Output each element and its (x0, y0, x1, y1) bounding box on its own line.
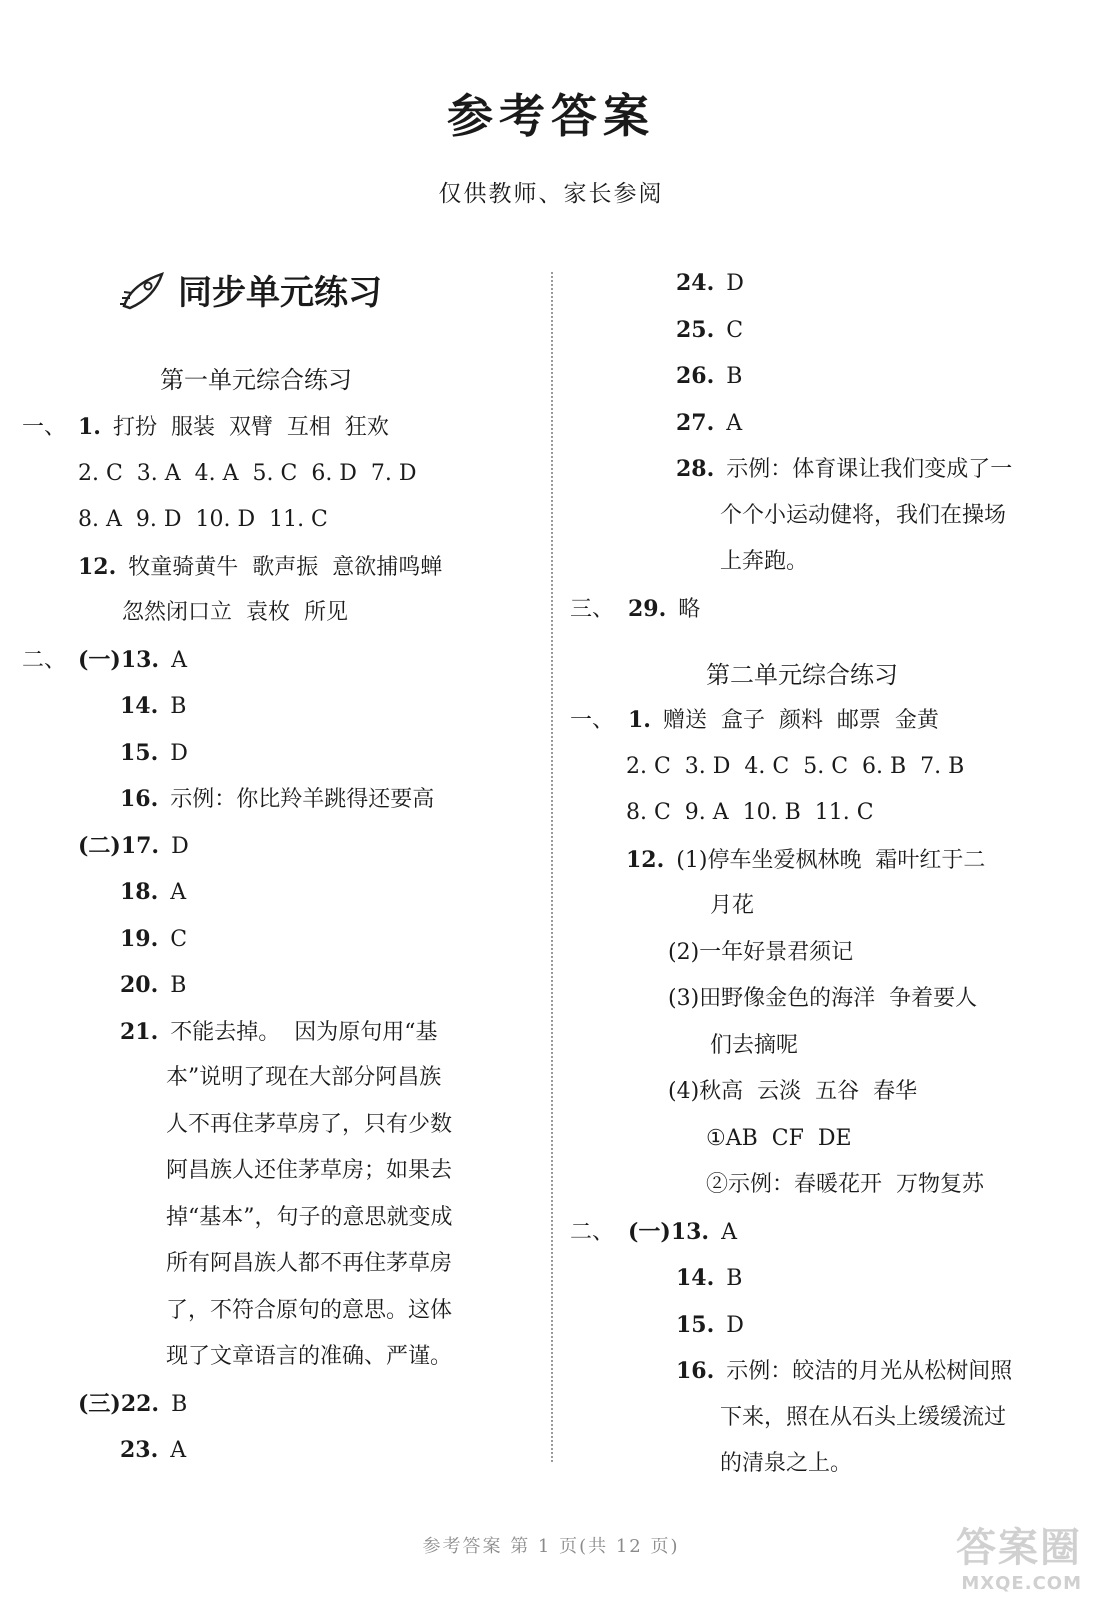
answer-row (120, 784, 434, 815)
answer-text: 上奔跑。 (720, 549, 809, 574)
question-number: 15. (676, 1311, 715, 1338)
answer-row (720, 1403, 1006, 1433)
answer-row (668, 1077, 917, 1107)
answer-text: 不能去掉。 因为原句用“基 (170, 1019, 438, 1045)
answer-row (78, 1389, 187, 1420)
answer-row (120, 970, 186, 1001)
question-number: 25. (676, 316, 715, 343)
answer-text: C (726, 317, 744, 343)
answer-row (120, 691, 186, 722)
answer-row (166, 1063, 441, 1093)
answer-row (570, 705, 939, 736)
answer-row (166, 1342, 452, 1372)
question-number: 14. (676, 1265, 715, 1291)
answer-row (120, 924, 187, 955)
answer-row (706, 1170, 984, 1200)
answer-row (120, 1435, 186, 1466)
question-number: 27. (676, 409, 715, 436)
page-subtitle: 仅供教师、家长参阅 (438, 181, 664, 207)
answer-text: A (726, 410, 743, 436)
answer-text: 人不再住茅草房了，只有少数 (166, 1111, 453, 1137)
answer-text: B (170, 694, 187, 719)
answer-row (166, 1203, 453, 1233)
question-number: 23. (120, 1437, 159, 1463)
answer-row (676, 1356, 1012, 1387)
answer-row (120, 1017, 438, 1048)
answer-text: 现了文章语言的准确、严谨。 (166, 1344, 453, 1369)
answer-row (676, 1310, 744, 1341)
answer-text: B (171, 1391, 188, 1417)
answer-text: C (170, 926, 188, 952)
page-title: 参考答案 (447, 89, 655, 143)
answer-row (626, 752, 964, 782)
answer-row (668, 938, 853, 968)
answer-text: A (170, 880, 187, 905)
answer-row (710, 1031, 798, 1061)
answer-text: 掉“基本”，句子的意思就变成 (166, 1204, 453, 1230)
question-number: 26. (676, 363, 715, 389)
question-number: 21. (120, 1018, 159, 1045)
answer-text: D (171, 833, 189, 859)
question-number: 14. (120, 693, 159, 719)
answer-row (78, 831, 189, 862)
answer-text: 阿昌族人还住茅草房；如果去 (166, 1158, 453, 1183)
answer-row (676, 408, 742, 439)
answer-row (78, 552, 442, 583)
answer-text: ②示例：春暖花开 万物复苏 (706, 1172, 984, 1197)
answer-row (626, 845, 985, 876)
answer-text: B (726, 1266, 743, 1291)
answer-text: A (170, 1438, 187, 1463)
question-number: 16. (676, 1358, 715, 1384)
answer-text: 本”说明了现在大部分阿昌族 (166, 1065, 442, 1090)
answer-text: 下来，照在从石头上缓缓流过 (720, 1404, 1007, 1430)
answer-text: D (726, 271, 744, 296)
answer-text: A (721, 1219, 737, 1245)
question-group-label: 三、 (570, 596, 615, 622)
page-footer: 参考答案 第 1 页(共 12 页) (422, 1536, 680, 1557)
answer-row (120, 877, 186, 908)
answer-text: D (726, 1312, 744, 1338)
answer-row (570, 594, 700, 625)
answer-text: 个个小运动健将，我们在操场 (720, 502, 1007, 528)
answer-row (166, 1110, 452, 1140)
answer-text: (3)田野像金色的海洋 争着要人 (668, 986, 978, 1011)
question-number: 1. (628, 707, 651, 733)
answer-text: 所有阿昌族人都不再住茅草房 (166, 1251, 453, 1276)
answer-text: 了，不符合原句的意思。这体 (166, 1297, 453, 1323)
rocket-icon (118, 268, 170, 312)
question-number: 28. (676, 456, 715, 482)
answer-row (166, 1296, 452, 1326)
answer-row (668, 984, 977, 1014)
unit-heading-1: 第一单元综合练习 (160, 366, 352, 394)
answer-text: 8. C 9. A 10. B 11. C (626, 800, 874, 825)
column-divider (551, 272, 553, 1462)
answer-row (78, 459, 417, 489)
answer-row (22, 412, 389, 443)
answer-row (78, 505, 328, 535)
question-number: (三)22. (78, 1390, 160, 1417)
question-number: 16. (120, 786, 159, 812)
answer-text: 打扮 服装 双臂 互相 狂欢 (112, 415, 389, 440)
watermark-logo: 答案圈 (956, 1525, 1082, 1571)
section-title-text: 同步单元练习 (178, 273, 382, 313)
answer-text: (1)停车坐爱枫林晚 霜叶红于二 (676, 847, 986, 873)
answer-text: 的清泉之上。 (720, 1451, 853, 1476)
answer-row (676, 315, 743, 346)
question-number: 15. (120, 739, 159, 766)
answer-text: (4)秋高 云淡 五谷 春华 (668, 1079, 918, 1104)
answer-row (676, 268, 744, 299)
question-number: 19. (120, 925, 159, 952)
question-number: 12. (626, 846, 665, 873)
question-group-label: 二、 (570, 1219, 615, 1245)
answer-row (166, 1249, 452, 1279)
answer-text: 忽然闭口立 袁枚 所见 (122, 600, 348, 625)
question-group-label: 一、 (22, 415, 67, 440)
answer-row (720, 1449, 852, 1479)
answer-text: 8. A 9. D 10. D 11. C (78, 507, 328, 532)
answer-text: 2. C 3. D 4. C 5. C 6. B 7. B (626, 753, 965, 779)
answer-text: ①AB CF DE (706, 1125, 852, 1151)
answer-row (720, 501, 1006, 531)
answer-text: 2. C 3. A 4. A 5. C 6. D 7. D (78, 460, 417, 486)
question-number: 18. (120, 879, 159, 905)
answer-text: B (170, 973, 187, 998)
question-number: (一)13. (78, 646, 160, 673)
unit-heading-2: 第二单元综合练习 (706, 661, 898, 689)
answer-row (120, 738, 188, 769)
answer-row (676, 1263, 742, 1294)
answer-row (676, 361, 742, 392)
answer-text: 们去摘呢 (710, 1032, 799, 1058)
watermark-url: MXQE.COM (961, 1573, 1082, 1594)
answer-row (626, 798, 874, 828)
answer-text: B (726, 364, 743, 389)
question-number: 20. (120, 972, 159, 998)
answer-text: 示例：皎洁的月光从松树间照 (726, 1359, 1013, 1384)
answer-text: 赠送 盒子 颜料 邮票 金黄 (662, 708, 939, 733)
watermark (932, 1516, 1082, 1592)
answer-text: 略 (678, 596, 701, 622)
answer-text: 示例：体育课让我们变成了一 (726, 457, 1013, 482)
answer-row (706, 1124, 852, 1154)
answer-row (710, 891, 754, 921)
answer-text: 示例：你比羚羊跳得还要高 (170, 787, 435, 812)
question-number: (一)13. (628, 1218, 710, 1245)
answer-row (122, 598, 348, 628)
answer-row (22, 645, 187, 676)
question-number: 12. (78, 553, 117, 580)
question-number: 29. (628, 595, 667, 622)
question-group-label: 二、 (22, 647, 67, 673)
answer-row (720, 547, 808, 577)
question-number: 24. (676, 270, 715, 296)
answer-row (676, 454, 1012, 485)
answer-text: 牧童骑黄牛 歌声振 意欲捕鸣蝉 (128, 554, 443, 580)
answer-row (166, 1156, 452, 1186)
answer-text: 月花 (710, 893, 755, 918)
section-title (118, 265, 382, 314)
answer-text: A (171, 647, 187, 673)
question-number: (二)17. (78, 832, 160, 859)
answer-text: (2)一年好景君须记 (668, 939, 854, 965)
answer-row (570, 1217, 737, 1248)
answer-text: D (170, 740, 188, 766)
question-group-label: 一、 (570, 708, 615, 733)
question-number: 1. (78, 414, 101, 440)
